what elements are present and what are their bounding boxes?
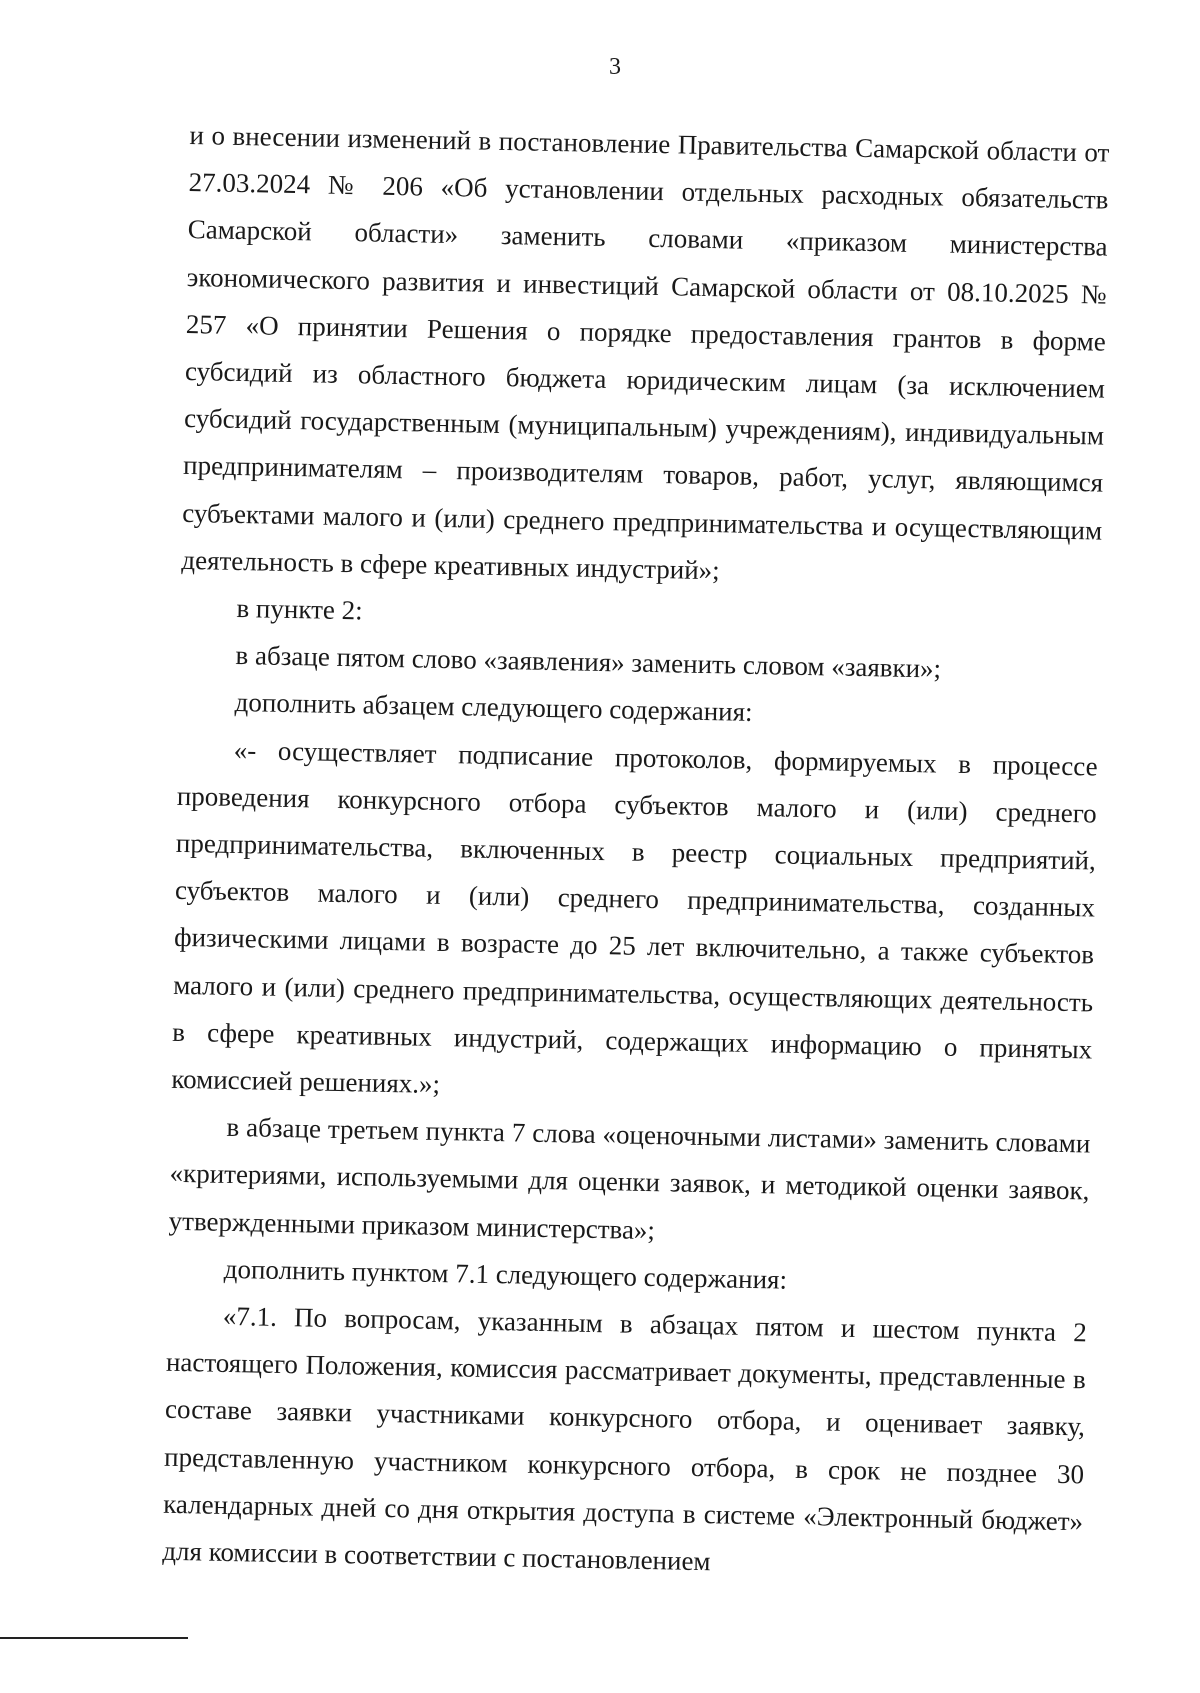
paragraph-add-abzac: дополнить абзацем следующего содержания: — [234, 687, 753, 728]
footnote-divider — [0, 1637, 188, 1639]
paragraph-point-7-amendment: в абзаце третьем пункта 7 слова «оценочными листами» заменить словами «критериями, используемыми для оценки заявок, и методикой оценки заявок, утвержденными приказом министерства»; — [168, 1112, 1091, 1245]
paragraph-fifth-abzac-amendment: в абзаце пятом слово «заявления» заменить словом «заявки»; — [235, 640, 942, 684]
page-number: 3 — [609, 54, 621, 80]
document-body — [162, 112, 1110, 1593]
paragraph-continuation: и о внесении изменений в постановление Правительства Самарской области от 27.03.2024 № 206 «Об установлении отдельных расходных обязательств Самарской области» заменить словами «приказом министерства экономического развития и инвестиций Самарской области от 08.10.2025 № 257 «О принятии Решения о порядке предоставления грантов в форме субсидий из областного бюджета юридическим лицам (за исключением субсидий государственным (муниципальным) учреждениям), индивидуальным предпринимателям – производителям товаров, работ, услуг, являющимся субъектами малого и (или) среднего предпринимательства и осуществляющим деятельность в сфере креативных индустрий»; — [181, 119, 1110, 586]
paragraph-point-2-heading: в пункте 2: — [236, 593, 363, 626]
paragraph-add-point-7-1: дополнить пунктом 7.1 следующего содержания: — [223, 1253, 788, 1295]
paragraph-point-7-1-text: «7.1. По вопросам, указанным в абзацах пятом и шестом пункта 2 настоящего Положения, комиссия рассматривает документы, представленные в составе заявки участниками конкурсного отбора, и оценивает заявку, представленную участником конкурсного отбора, в срок не позднее 30 календарных дней со дня открытия доступа в системе «Электронный бюджет» для комиссии в соответствии с постановлением — [162, 1300, 1088, 1577]
paragraph-protocol-signing: «- осуществляет подписание протоколов, формируемых в процессе проведения конкурсного отбора субъектов малого и (или) среднего предпринимательства, включенных в реестр социальных предприятий, субъектов малого и (или) среднего предпринимательства, созданных физическими лицами в возрасте до 25 лет включительно, а также субъектов малого и (или) среднего предпринимательства, осуществляющих деятельность в сфере креативных индустрий, содержащих информацию о принятых комиссией решениях.»; — [171, 734, 1098, 1100]
